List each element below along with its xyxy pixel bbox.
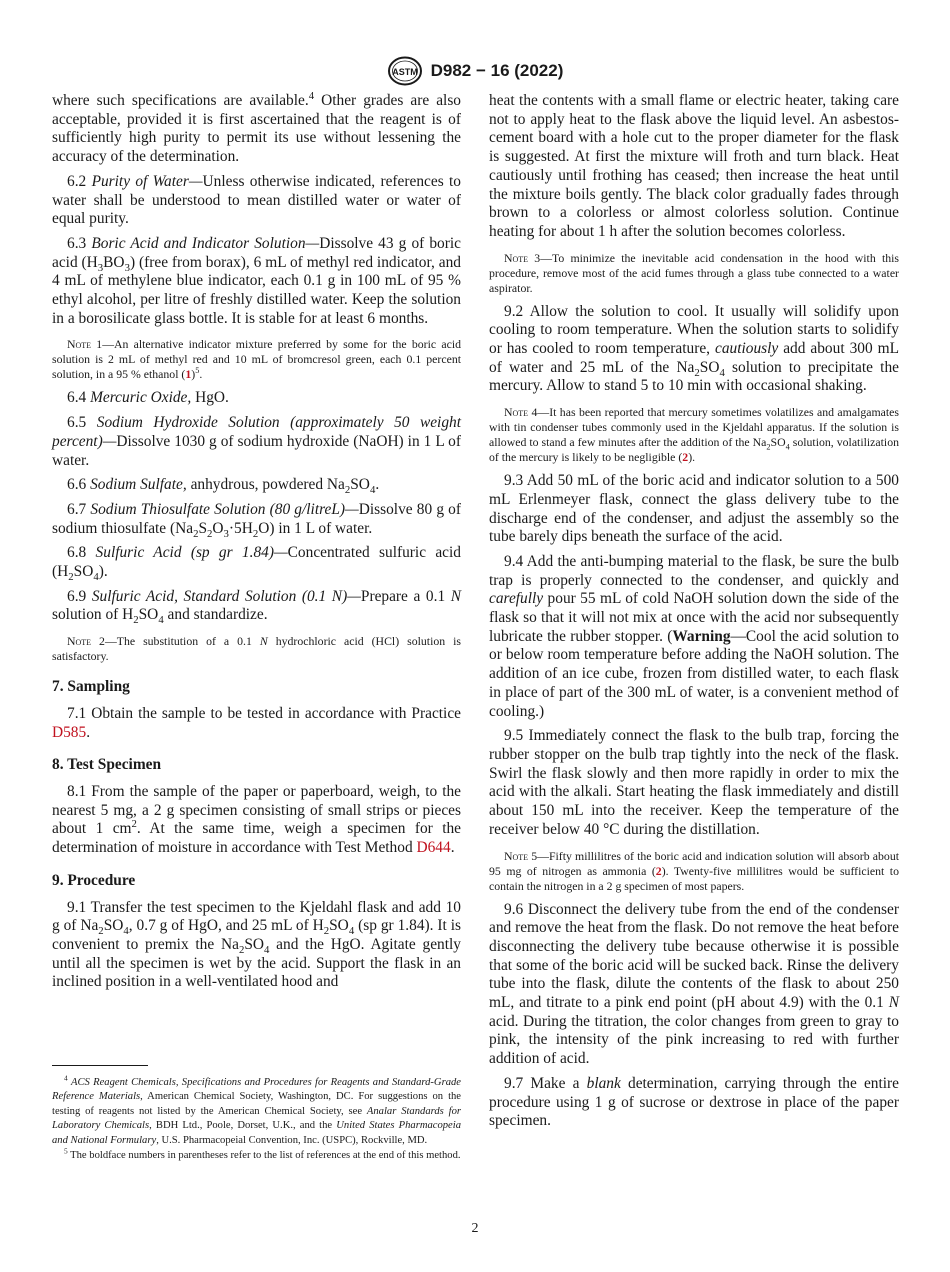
section-6-9: 6.9 Sulfuric Acid, Standard Solution (0.1 N)—Prepare a 0.1 N solution of $H_2SO_4$ and standardize.: [52, 587, 461, 627]
section-9-5: 9.5 Immediately connect the flask to the bulb trap, forcing the rubber stopper on the bulb trap tightly into the neck of the flask. Swirl the flask slowly and then more rapidly in order to mix the acid with the alkali. Start heating the flask immediately and distill about 150 mL into the receiver. Keep the temperature of the receiver below 40 °C during the distillation.: [489, 727, 899, 838]
reference-link-2[interactable]: 2: [682, 450, 689, 465]
note-5: Note 5—Fifty millilitres of the boric acid and indication solution will absorb about 95 mg of nitrogen as ammonia (2). Twenty-five millilitres would be sufficient to contain the nitrogen in a 2 g specimen of most papers.: [489, 848, 899, 893]
section-6-6: 6.6 Sodium Sulfate, anhydrous, powdered $Na_2SO_4$.: [67, 476, 380, 497]
warning-label: Warning: [672, 627, 731, 645]
footnote-ref-4: 4: [308, 89, 315, 102]
astm-logo-icon: [387, 56, 423, 86]
note-2: Note 2—The substitution of a 0.1 N hydrochloric acid (HCl) solution is satisfactory.: [52, 634, 461, 664]
reference-link-1[interactable]: 1: [185, 367, 192, 382]
section-6-3: 6.3 Boric Acid and Indicator Solution—Dissolve 43 g of boric acid $(H_3BO_3)$ (free from borax), 6 mL of methyl red indicator, and 4 mL of methylene blue indicator, each 0.1 g in 100 mL of 95 % ethyl alcohol, per litre of freshly distilled water. Keep the solution in a borosilicate glass bottle. It is stable for at least 6 months.: [52, 234, 461, 327]
heading-procedure: 9. Procedure: [52, 871, 136, 889]
page-number: 2: [471, 1221, 479, 1236]
reference-link-2b[interactable]: 2: [655, 863, 662, 878]
section-6-5: 6.5 Sodium Hydroxide Solution (approximately 50 weight percent)—Dissolve 1030 g of sodium hydroxide (NaOH) in 1 L of water.: [52, 414, 461, 469]
logo-text: ASTM: [391, 67, 418, 77]
heading-test-specimen: 8. Test Specimen: [52, 756, 162, 774]
section-9-3: 9.3 Add 50 mL of the boric acid and indicator solution to a 500 mL Erlenmeyer flask, connect the glass delivery tube to the discharge end of the condenser, and adjust the assembly so the tube barely dips beneath the surface of the acid.: [489, 472, 899, 546]
note-4: Note 4—It has been reported that mercury sometimes volatilizes and amalgamates with tin condenser tubes commonly used in the Kjeldahl apparatus. If the solution is allowed to stand a few minutes after the addition of the $Na_2SO_4$ solution, volatilization of the mercury is likely to be negligible (2).: [489, 405, 899, 465]
section-7-1: 7.1 Obtain the sample to be tested in accordance with Practice D585.: [52, 704, 461, 741]
document-id: D982 − 16 (2022): [430, 61, 564, 80]
note-3: Note 3—To minimize the inevitable acid condensation in the hood with this procedure, remove most of the acid fumes through a glass tube connected to a water aspirator.: [489, 250, 899, 295]
section-6-8: 6.8 Sulfuric Acid (sp gr 1.84)—Concentrated sulfuric acid $(H_2SO_4)$.: [52, 544, 461, 584]
footnote-5: $^5$ The boldface numbers in parentheses refer to the list of references at the end of this method.: [64, 1146, 461, 1162]
right-column: [489, 92, 899, 1137]
section-9-4: 9.4 Add the anti-bumping material to the flask, be sure the bulb trap is properly connected to the condenser, and quickly and carefully pour 55 mL of cold NaOH solution down the side of the flask so that it will not mix at once with the acid nor subsequently lubricate the rubber stopper. (Warning—Cool the acid solution to or below room temperature before adding the NaOH solution. The addition of an ice cube, frozen from distilled water, to each flask in place of part of the 300 mL of water, is a convenient method of cooling.): [489, 552, 899, 720]
section-9-6: 9.6 Disconnect the delivery tube from the end of the condenser and remove the heat from the flask. Do not remove the heat before disconnecting the delivery tube because otherwise it is possible that some of the boric acid will be sucked back. Rinse the delivery tube into the flask, dilute the contents of the flask to about 250 mL, and titrate to a pink end point (pH about 4.9) with the 0.1 N acid. During the titration, the color changes from green to gray to pink, the intensity of the pink increasing to red with further addition of acid.: [489, 900, 899, 1068]
section-9-2: 9.2 Allow the solution to cool. It usually will solidify upon cooling to room temperature. When the solution starts to solidify or has cooled to room temperature, cautiously add about 300 mL of water and 25 mL of the $Na_2SO_4$ solution to precipitate the mercury. Allow to stand 5 to 10 min with occasional shaking.: [489, 302, 900, 395]
footnote-rule: [52, 1065, 148, 1066]
heading-sampling: 7. Sampling: [52, 678, 130, 696]
page-header: [0, 54, 950, 88]
paragraph-6-1-continued: where such specifications are available.$^4$ Other grades are also acceptable, provided it is first ascertained that the reagent is of sufficiently high purity to permit its use without lessening the accuracy of the determination.: [52, 89, 461, 166]
note-1: Note 1—An alternative indicator mixture preferred by some for the boric acid solution is 2 mL of methyl red and 10 mL of bromcresol green, each 0.1 percent solution, in a 95 % ethanol $(1)^5$.: [52, 337, 461, 382]
section-9-7: 9.7 Make a blank determination, carrying through the entire procedure using 1 g of sucrose or dextrose in place of the paper specimen.: [489, 1074, 899, 1130]
section-6-7: 6.7 Sodium Thiosulfate Solution (80 g/litreL)—Dissolve 80 g of sodium thiosulfate $(Na_2S_2O_3\cdot 5H_2O)$ in 1 L of water.: [52, 500, 461, 540]
footnotes: [52, 1065, 461, 1164]
section-6-4: 6.4 Mercuric Oxide, HgO.: [67, 389, 229, 407]
section-9-1: 9.1 Transfer the test specimen to the Kjeldahl flask and add 10 g of $Na_2SO_4$, 0.7 g of HgO, and 25 mL of $H_2SO_4$ (sp gr 1.84). It is convenient to premix the $Na_2SO_4$ and the HgO. Agitate gently until all the specimen is wet by the acid. Support the flask in an inclined position in a well-ventilated hood and: [52, 898, 461, 991]
footnote-4: $^4$ ACS Reagent Chemicals, Specifications and Procedures for Reagents and Standard-Grade Reference Materials, American Chemical Society, Washington, DC. For suggestions on the testing of reagents not listed by the American Chemical Society, see Analar Standards for Laboratory Chemicals, BDH Ltd., Poole, Dorset, U.K., and the United States Pharmacopeia and National Formulary, U.S. Pharmacopeial Convention, Inc. (USPC), Rockville, MD.: [52, 1073, 462, 1146]
link-d585[interactable]: D585: [52, 723, 87, 741]
section-6-2: 6.2 Purity of Water—Unless otherwise indicated, references to water shall be understood to mean distilled water or water of equal purity.: [52, 172, 461, 228]
section-9-1-continued: heat the contents with a small flame or electric heater, taking care not to apply heat to the flask above the liquid level. An asbestos-cement board with a hole cut to the proper diameter for the flask is suggested. At first the mixture will froth and turn black. Heat cautiously until frothing has ceased; then increase the heat until the mixture boils gently. The black color gradually fades through brown to a colorless or almost colorless solution. Continue heating for about 1 h after the solution becomes colorless.: [489, 92, 899, 240]
left-column: [52, 89, 461, 998]
link-d644[interactable]: D644: [416, 839, 451, 857]
section-8-1: 8.1 From the sample of the paper or paperboard, weigh, to the nearest 5 mg, a 2 g specimen consisting of small strips or pieces about 1 $cm^2$. At the same time, weigh a specimen for the determination of moisture in accordance with Test Method D644.: [52, 782, 461, 857]
